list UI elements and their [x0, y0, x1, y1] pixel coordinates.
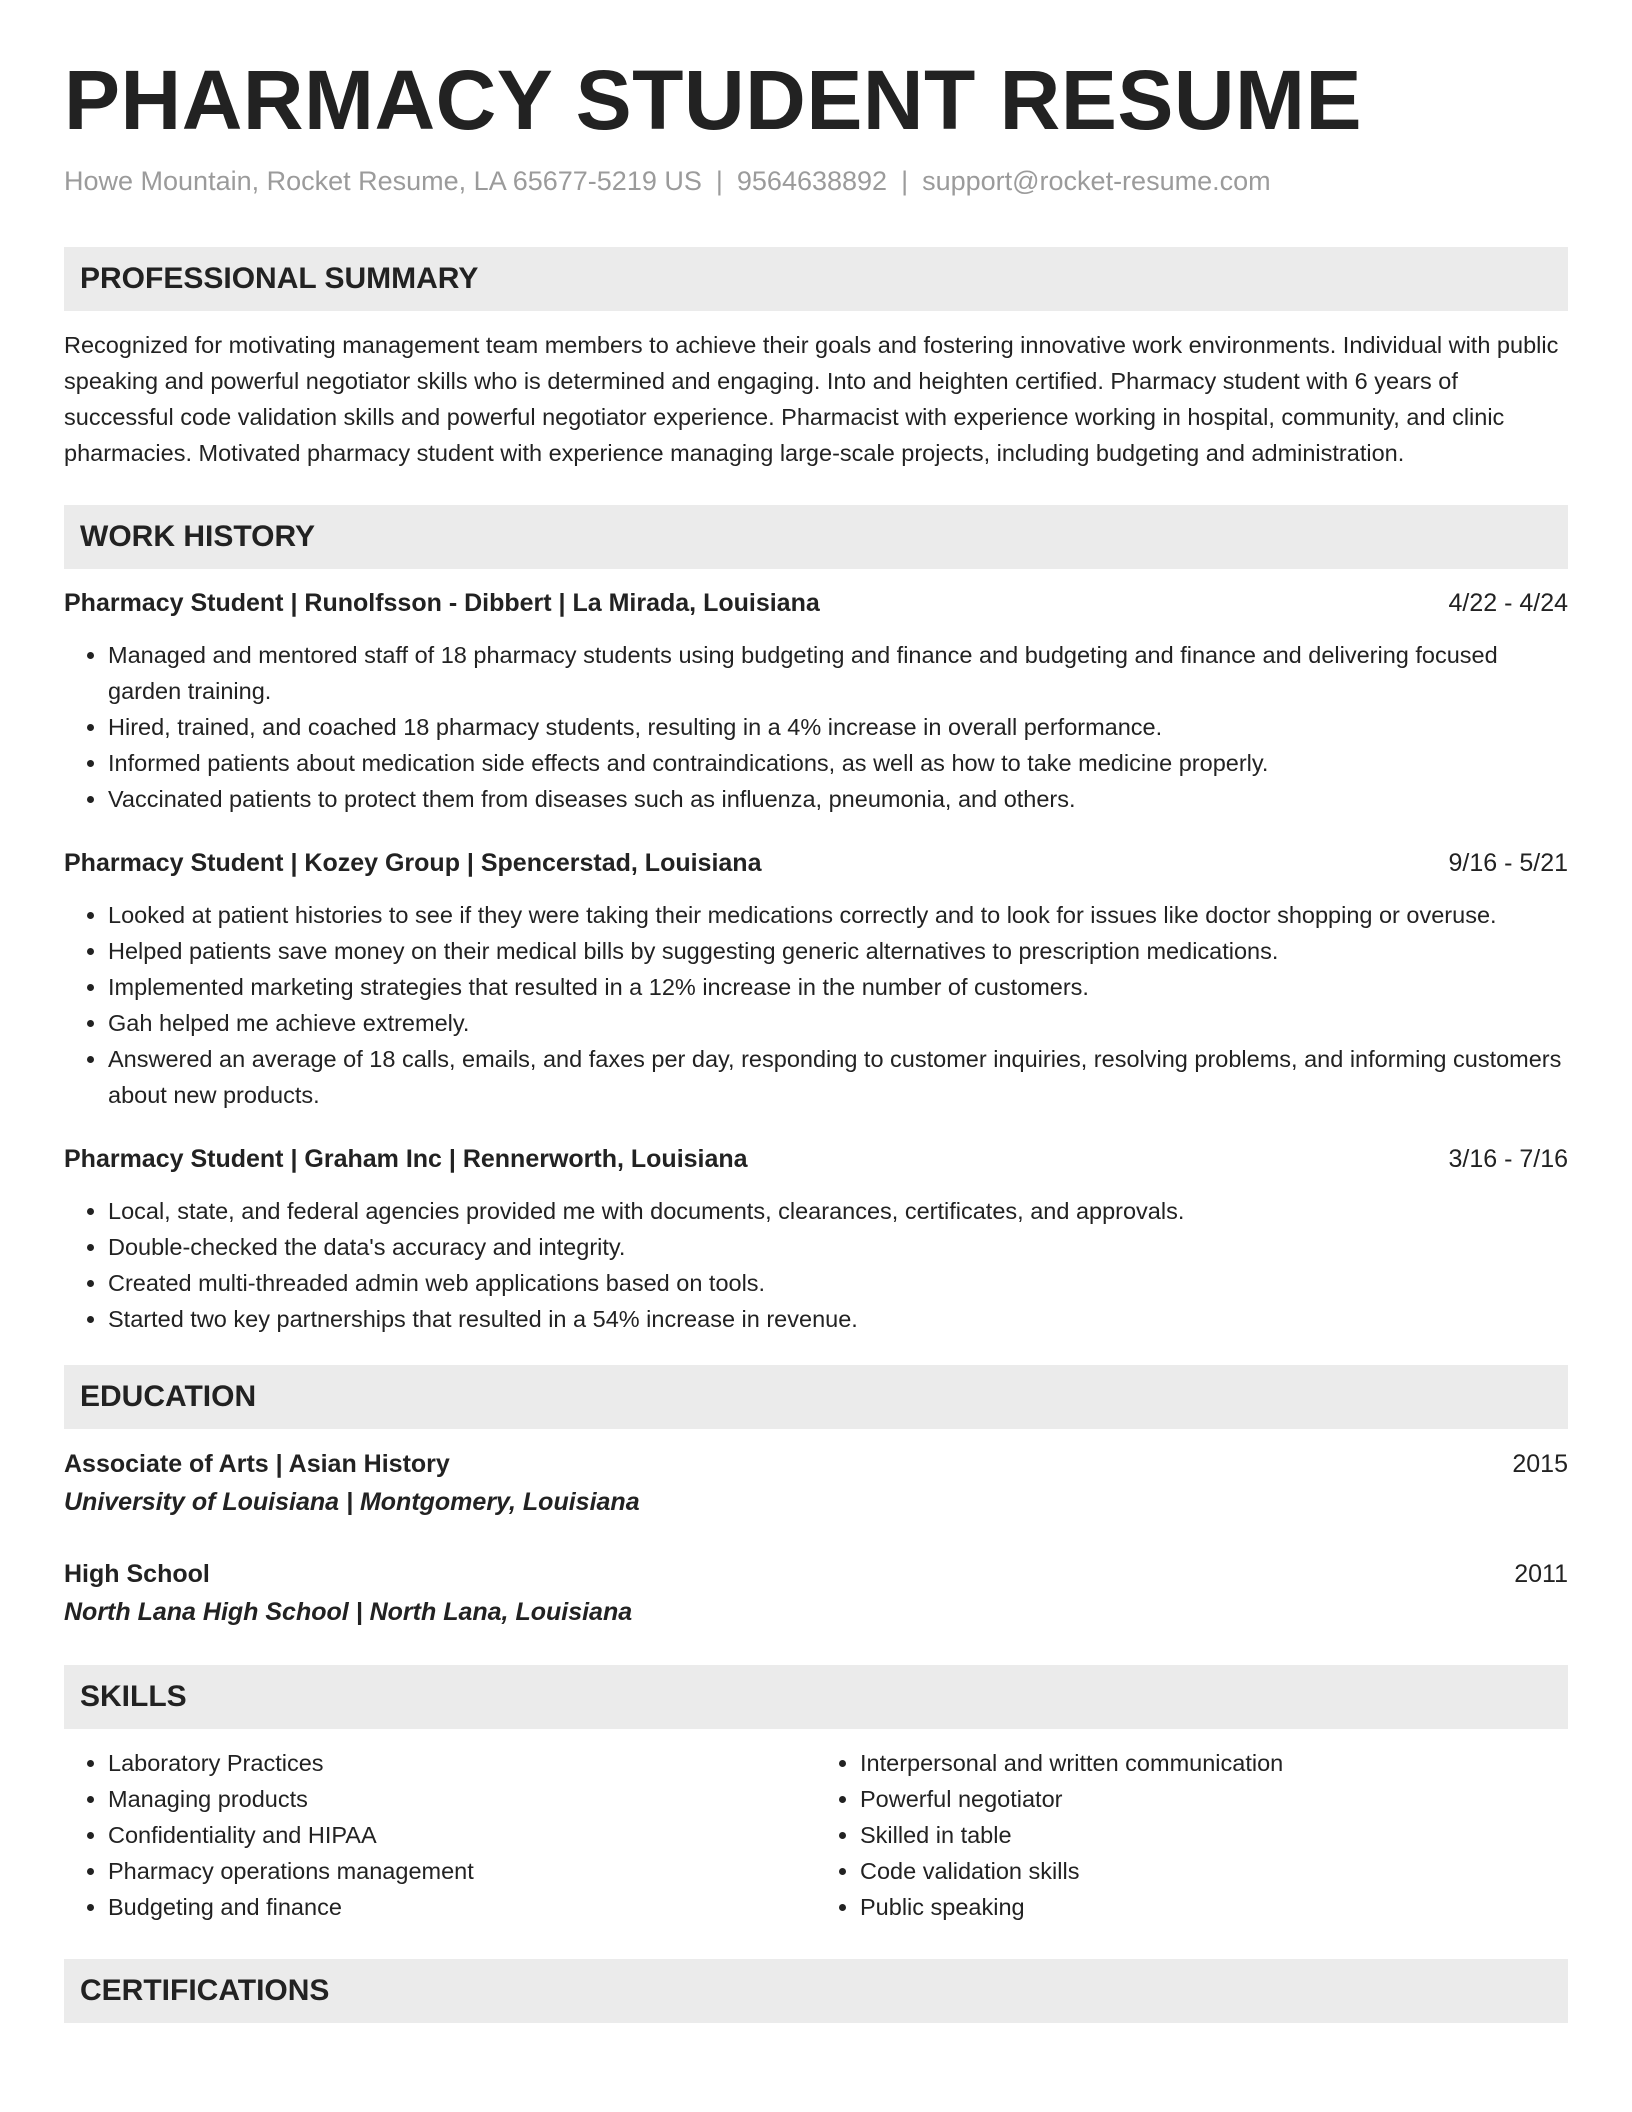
job-bullets	[64, 897, 1568, 1113]
job-header	[64, 585, 1568, 621]
education-row	[64, 1555, 1568, 1593]
education-degree: High School	[64, 1560, 210, 1589]
education-entry	[64, 1445, 1568, 1521]
job-bullet: • Double-checked the data's accuracy and integrity.	[108, 1229, 1568, 1265]
job-entry	[64, 1141, 1568, 1337]
skill-item: • Code validation skills	[860, 1853, 1568, 1889]
education-year: 2015	[1512, 1450, 1568, 1479]
certifications-heading: CERTIFICATIONS	[64, 1959, 1568, 2023]
job-entry	[64, 845, 1568, 1113]
job-bullet: • Implemented marketing strategies that resulted in a 12% increase in the number of customers.	[108, 969, 1568, 1005]
skill-item: • Pharmacy operations management	[108, 1853, 816, 1889]
job-dates: 3/16 - 7/16	[1448, 1145, 1568, 1174]
skill-item: • Public speaking	[860, 1889, 1568, 1925]
job-bullet: • Started two key partnerships that resulted in a 54% increase in revenue.	[108, 1301, 1568, 1337]
contact-address: Howe Mountain, Rocket Resume, LA 65677-5219 US	[64, 166, 702, 197]
education-degree: Associate of Arts | Asian History	[64, 1450, 450, 1479]
job-bullet: • Helped patients save money on their medical bills by suggesting generic alternatives to prescription medications.	[108, 933, 1568, 969]
skill-item: • Interpersonal and written communication	[860, 1745, 1568, 1781]
skill-item: • Powerful negotiator	[860, 1781, 1568, 1817]
work-history-heading: WORK HISTORY	[64, 505, 1568, 569]
contact-phone: 9564638892	[736, 166, 888, 197]
contact-email: support@rocket-resume.com	[922, 166, 1271, 197]
education-school: North Lana High School | North Lana, Louisiana	[64, 1598, 633, 1627]
job-bullet: • Answered an average of 18 calls, emails, and faxes per day, responding to customer inquiries, resolving problems, and informing customers about new products.	[108, 1041, 1568, 1113]
job-bullet: • Informed patients about medication side effects and contraindications, as well as how to take medicine properly.	[108, 745, 1568, 781]
skill-item: • Confidentiality and HIPAA	[108, 1817, 816, 1853]
contact-separator: |	[901, 166, 909, 197]
job-bullet: • Created multi-threaded admin web applications based on tools.	[108, 1265, 1568, 1301]
job-bullet: • Hired, trained, and coached 18 pharmacy students, resulting in a 4% increase in overall performance.	[108, 709, 1568, 745]
job-dates: 9/16 - 5/21	[1448, 849, 1568, 878]
job-entry	[64, 585, 1568, 817]
skills-column-left	[64, 1745, 816, 1925]
contact-separator: |	[715, 166, 723, 197]
job-dates: 4/22 - 4/24	[1448, 589, 1568, 618]
skills-heading: SKILLS	[64, 1665, 1568, 1729]
job-title: Pharmacy Student | Graham Inc | Rennerworth, Louisiana	[64, 1145, 748, 1174]
education-year: 2011	[1514, 1560, 1568, 1589]
job-bullet: • Gah helped me achieve extremely.	[108, 1005, 1568, 1041]
education-row	[64, 1445, 1568, 1483]
summary-heading: PROFESSIONAL SUMMARY	[64, 247, 1568, 311]
job-bullet: • Looked at patient histories to see if they were taking their medications correctly and to look for issues like doctor shopping or overuse.	[108, 897, 1568, 933]
education-heading: EDUCATION	[64, 1365, 1568, 1429]
job-header	[64, 845, 1568, 881]
skill-item: • Managing products	[108, 1781, 816, 1817]
summary-text: Recognized for motivating management team members to achieve their goals and fostering innovative work environments. Individual with public speaking and powerful negotiator skills who is determined and engaging. Into and heighten certified. Pharmacy student with 6 years of successful code validation skills and powerful negotiator experience. Pharmacist with experience working in hospital, community, and clinic pharmacies. Motivated pharmacy student with experience managing large-scale projects, including budgeting and administration.	[64, 332, 1559, 467]
job-title: Pharmacy Student | Runolfsson - Dibbert | La Mirada, Louisiana	[64, 589, 820, 618]
job-header	[64, 1141, 1568, 1177]
skill-item: • Skilled in table	[860, 1817, 1568, 1853]
skill-item: • Laboratory Practices	[108, 1745, 816, 1781]
job-bullets	[64, 637, 1568, 817]
resume-title: PHARMACY STUDENT RESUME	[64, 53, 1363, 147]
skills-list	[64, 1745, 1568, 1925]
education-school: University of Louisiana | Montgomery, Louisiana	[64, 1488, 640, 1517]
job-bullet: • Vaccinated patients to protect them from diseases such as influenza, pneumonia, and others.	[108, 781, 1568, 817]
skill-item: • Budgeting and finance	[108, 1889, 816, 1925]
contact-line	[64, 166, 1568, 197]
job-bullets	[64, 1193, 1568, 1337]
job-title: Pharmacy Student | Kozey Group | Spencerstad, Louisiana	[64, 849, 762, 878]
job-bullet: • Local, state, and federal agencies provided me with documents, clearances, certificates, and approvals.	[108, 1193, 1568, 1229]
education-entry	[64, 1555, 1568, 1631]
job-bullet: • Managed and mentored staff of 18 pharmacy students using budgeting and finance and budgeting and finance and delivering focused garden training.	[108, 637, 1568, 709]
skills-column-right	[816, 1745, 1568, 1925]
